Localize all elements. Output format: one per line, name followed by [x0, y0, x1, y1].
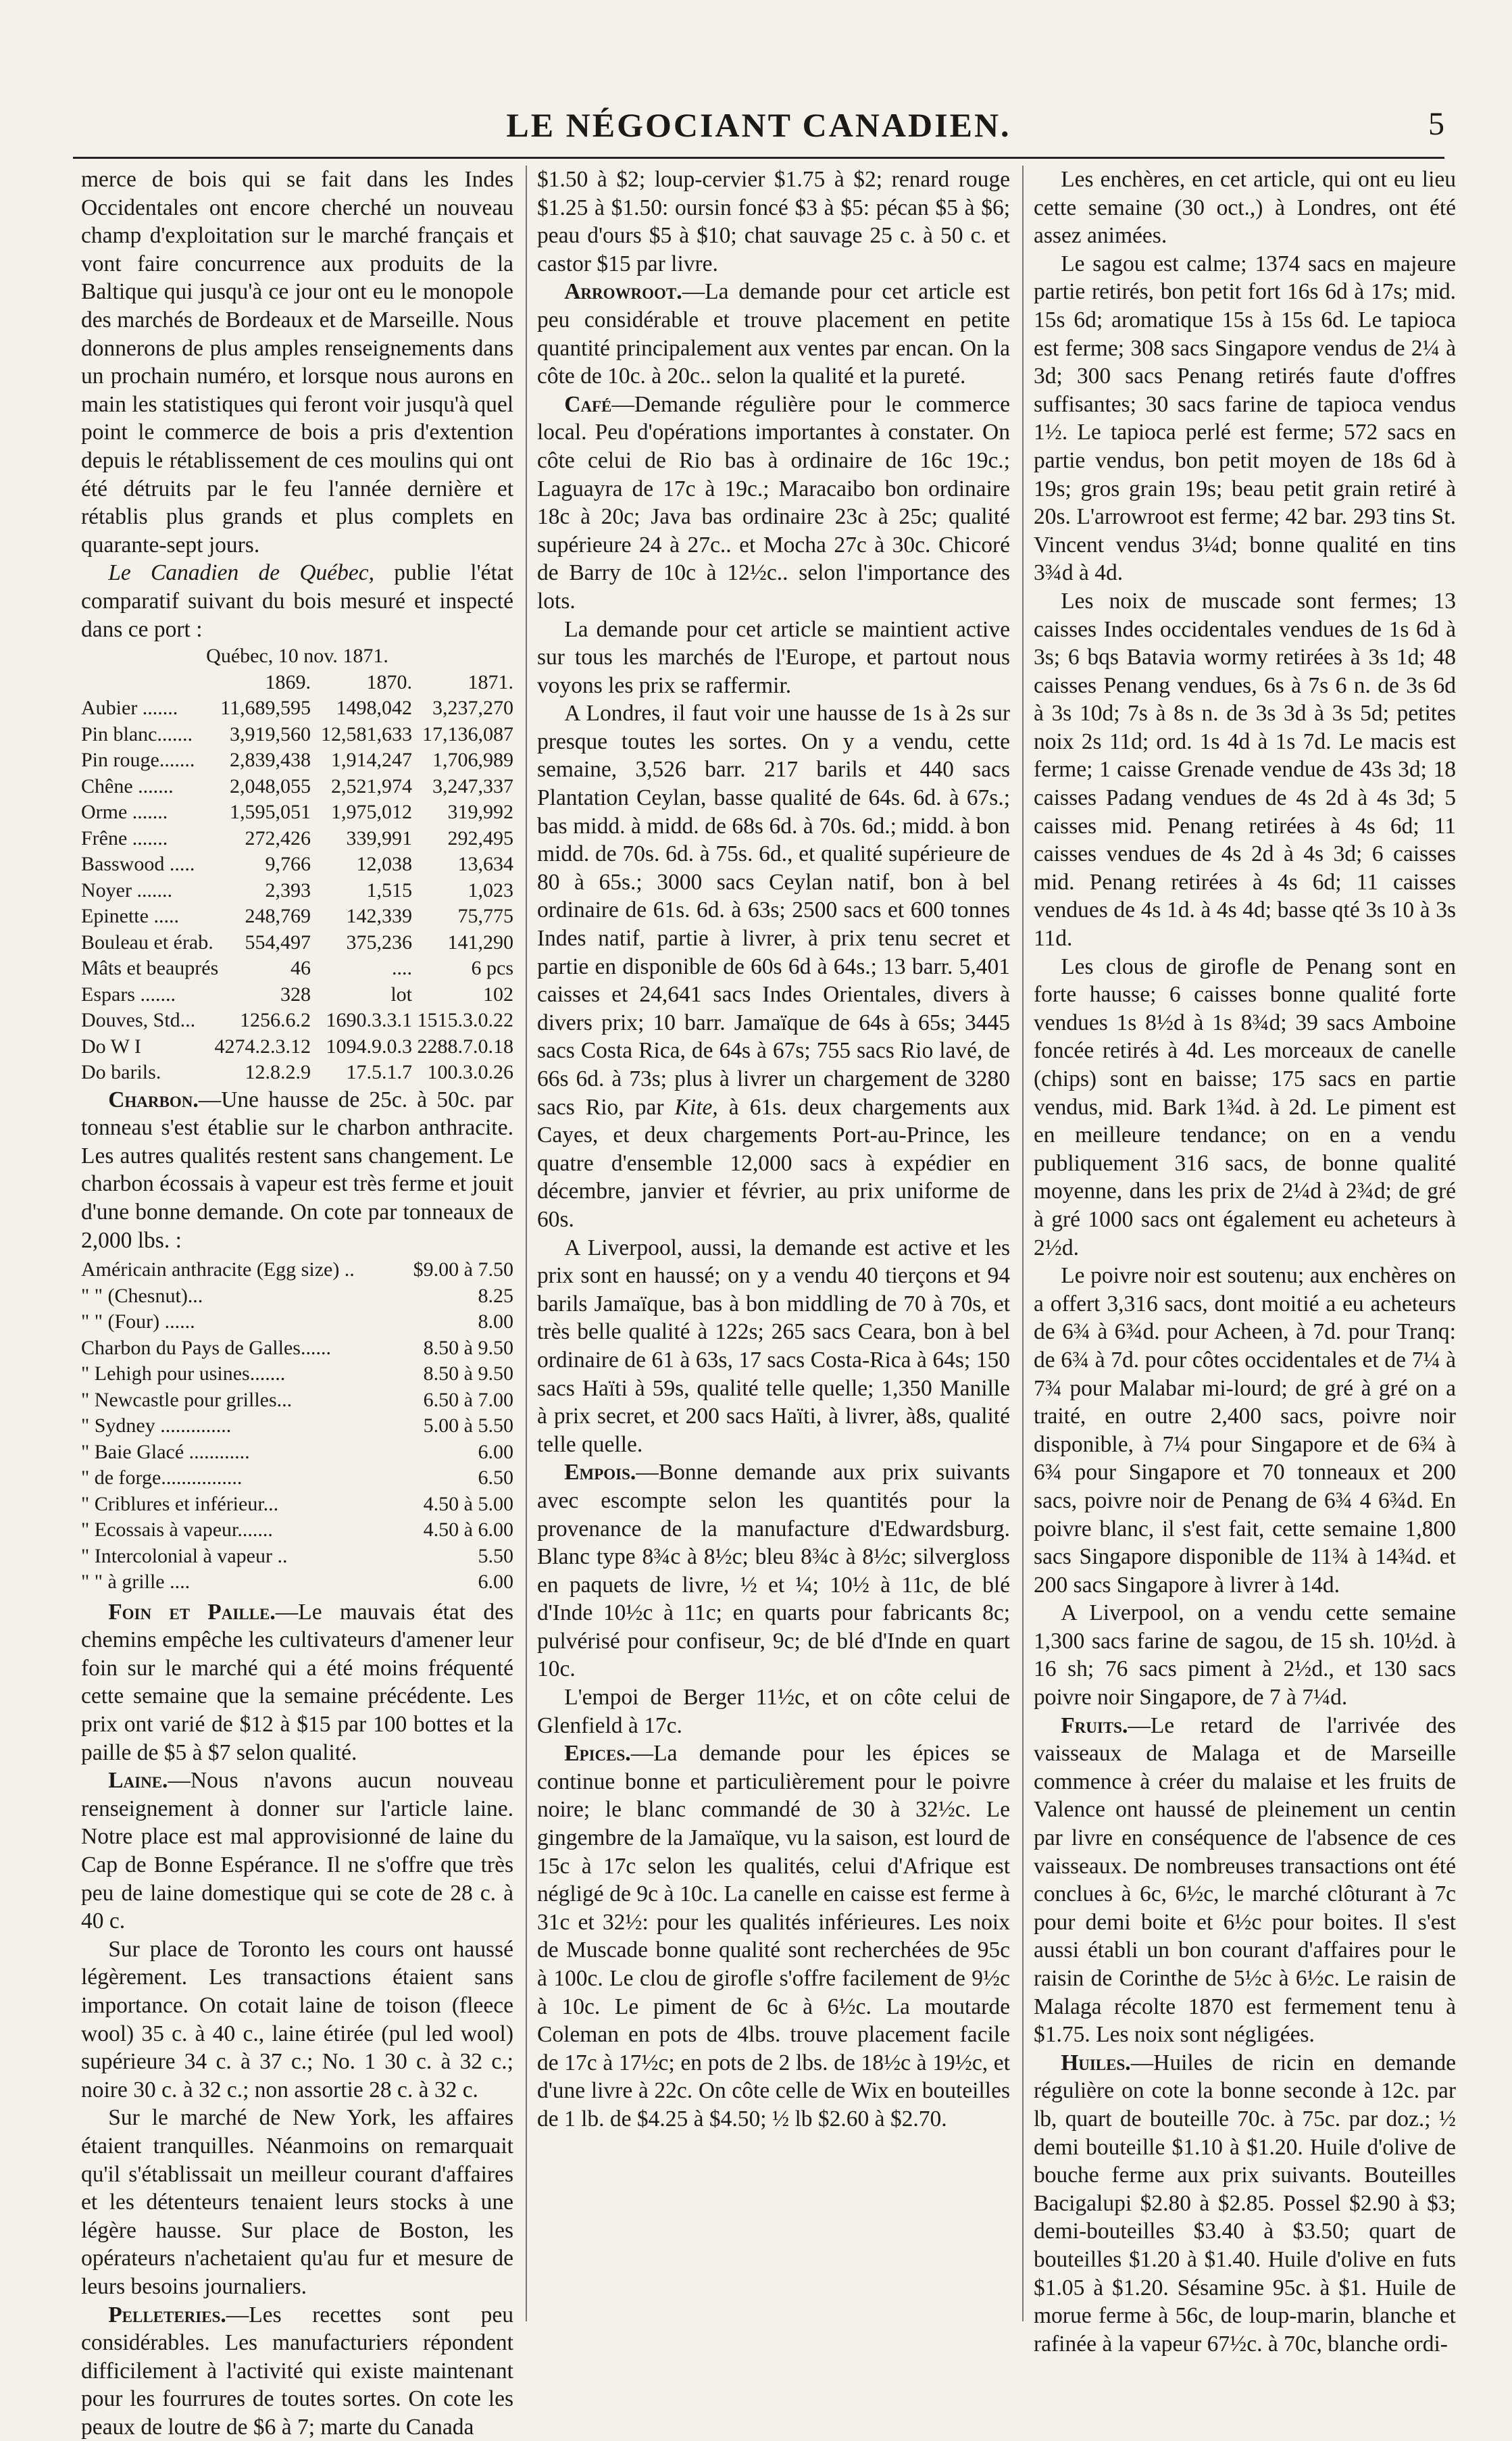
- table-row: [81, 930, 513, 956]
- price-row: [81, 1335, 513, 1362]
- source-name: Le Canadien de Québec,: [108, 560, 374, 585]
- table-row: [81, 1008, 513, 1034]
- section-head: Epices.: [564, 1741, 630, 1766]
- paragraph-text: —Une hausse de 25c. à 50c. par tonneau s'est établie sur le charbon anthracite. Les autres qualités restent sans changement. Le charbon écossais à vapeur est très ferme et jouit d'une bonne demande. On cote par tonneaux de 2,000 lbs. :: [81, 1087, 513, 1253]
- price-label: " Lehigh pour usines.......: [81, 1361, 412, 1387]
- row-label: Frêne .......: [81, 826, 209, 852]
- row-label: Basswood .....: [81, 852, 209, 878]
- cell-1871: 319,992: [412, 799, 513, 826]
- table-row: [81, 774, 513, 800]
- page-title: LE NÉGOCIANT CANADIEN.: [73, 105, 1444, 145]
- price-row: [81, 1283, 513, 1310]
- paragraph-text: A Londres, il faut voir une hausse de 1s à 2s sur presque toutes les sortes. On y a vendu, cette semaine, 3,526 barr. 217 barils et 440 sacs Plantation Ceylan, basse qualité de 64s. 6d. à 67s.; bas midd. à midd. de 68s 6d. à 70s. 6d.; midd. à bon midd. de 70s. 6d. à 75s. 6d., et qualité supérieure de 80 à 65s.; 3000 sacs Ceylan natif, bon à bel ordinaire de 61s. 6d. à 63s; 2500 sacs et 600 tonnes Indes natif, partie à livrer, à prix tenu secret et partie en disponible de 60s 6d à 64s.; 13 barr. 5,401 caisses et 24,641 sacs Indes Orientales, divers à divers prix; 10 barr. Jamaïque de 64s à 65s; 3445 sacs Costa Rica, de 64s à 67s; 755 sacs Rio lavé, de 66s 6d. à 73s; plus à livrer un chargement de 3280 sacs Rio, par: [537, 701, 1010, 1119]
- paragraph-text: —Le mauvais état des chemins empêche les cultivateurs d'amener leur foin sur le marché qui a été moins fréquenté cette semaine que la semaine précédente. Les prix ont varié de $12 à $15 par 100 bottes et la paille de $5 à $7 selon qualité.: [81, 1600, 513, 1765]
- section-head: Empois.: [564, 1460, 636, 1485]
- table-row: [81, 695, 513, 722]
- price-value: 6.50: [412, 1465, 513, 1491]
- price-row: [81, 1569, 513, 1596]
- table-date: Québec, 10 nov. 1871.: [81, 643, 513, 670]
- price-label: " Ecossais à vapeur.......: [81, 1517, 412, 1544]
- price-row: [81, 1517, 513, 1544]
- cell-1869: 248,769: [209, 904, 311, 930]
- price-value: 8.50 à 9.50: [412, 1335, 513, 1362]
- column-divider: [1022, 166, 1024, 2321]
- cell-1869: 9,766: [209, 852, 311, 878]
- price-value: 4.50 à 6.00: [412, 1517, 513, 1544]
- price-label: " Baie Glacé ............: [81, 1439, 412, 1466]
- year-header: 1870.: [311, 670, 412, 696]
- price-row: [81, 1439, 513, 1466]
- price-row: [81, 1465, 513, 1491]
- table-row: [81, 747, 513, 774]
- cell-1869: 4274.2.3.12: [209, 1034, 311, 1060]
- cell-1869: 554,497: [209, 930, 311, 956]
- row-label: Mâts et beauprés: [81, 956, 209, 982]
- cell-1869: 1,595,051: [209, 799, 311, 826]
- row-label: Epinette .....: [81, 904, 209, 930]
- cell-1870: 339,991: [311, 826, 412, 852]
- paragraph: Les enchères, en cet article, qui ont eu lieu cette semaine (30 oct.,) à Londres, ont été assez animées.: [1034, 166, 1456, 250]
- cell-1871: 13,634: [412, 852, 513, 878]
- section-head: Arrowroot.: [564, 279, 682, 304]
- paragraph: [81, 1086, 513, 1255]
- page-number: 5: [1428, 105, 1444, 143]
- cell-1870: 1690.3.3.1: [311, 1008, 412, 1034]
- row-label: Pin rouge.......: [81, 747, 209, 774]
- price-row: [81, 1491, 513, 1518]
- paragraph: [81, 1767, 513, 1935]
- section-head: Charbon.: [108, 1087, 199, 1112]
- row-label: Noyer .......: [81, 878, 209, 904]
- cell-1869: 328: [209, 982, 311, 1008]
- row-label: Espars .......: [81, 982, 209, 1008]
- price-value: 8.25: [412, 1283, 513, 1310]
- price-label: " Sydney ..............: [81, 1413, 412, 1439]
- paragraph-text: —Huiles de ricin en demande régulière on cote la bonne seconde à 12c. par lb, quart de bouteille 70c. à 75c. par doz.; ½ demi bouteille $1.10 à $1.20. Huile d'olive de bouche ferme aux prix suivants. Bouteilles Bacigalupi $2.80 à $2.85. Possel $2.90 à $3; demi-bouteilles $3.40 à $3.50; quart de bouteilles $1.20 à $1.40. Huile d'olive en futs $1.05 à $1.20. Sésamine 95c. à $1. Huile de morue ferme à 56c, de loup-marin, blanche et rafinée à la vapeur 67½c. à 70c, blanche ordi-: [1034, 2050, 1456, 2357]
- table-row: [81, 904, 513, 930]
- cell-1869: 46: [209, 956, 311, 982]
- column-1: [81, 166, 513, 2321]
- cell-1870: 2,521,974: [311, 774, 412, 800]
- table-row: [81, 956, 513, 982]
- paragraph: [537, 699, 1010, 1233]
- cell-1871: 75,775: [412, 904, 513, 930]
- paragraph: Sur le marché de New York, les affaires étaient tranquilles. Néanmoins on remarquait qu'il s'établissait un meilleur courant d'affaires et les détenteurs tenaient leurs stocks à une légère hausse. Sur place de Boston, les opérateurs n'achetaient qu'au fur et mesure de leurs besoins journaliers.: [81, 2104, 513, 2300]
- row-label: Douves, Std...: [81, 1008, 209, 1034]
- paragraph: $1.50 à $2; loup-cervier $1.75 à $2; renard rouge $1.25 à $1.50: oursin foncé $3 à $5: pécan $5 à $6; peau d'ours $5 à $10; chat sauvage 25 c. à 50 c. et castor $15 par livre.: [537, 166, 1010, 278]
- cell-1871: 102: [412, 982, 513, 1008]
- year-header: 1869.: [209, 670, 311, 696]
- paragraph-text: —La demande pour cet article est peu considérable et trouve placement en petite quantité principalement aux ventes par encan. On la côte de 10c. à 20c.. selon la qualité et la pureté.: [537, 279, 1010, 389]
- section-head: Laine.: [108, 1768, 168, 1793]
- cell-1869: 12.8.2.9: [209, 1060, 311, 1086]
- table-row: [81, 826, 513, 852]
- column-2: [537, 166, 1010, 2321]
- row-label: Pin blanc.......: [81, 722, 209, 748]
- table-row: [81, 982, 513, 1008]
- cell-1871: 3,247,337: [412, 774, 513, 800]
- paragraph-text: à 61s. deux chargements aux Cayes, et deux chargements Port-au-Prince, les quatre d'ensemble 12,000 sacs à expédier en décembre, janvier et février, au prix uniforme de 60s.: [537, 1095, 1010, 1232]
- cell-1870: 142,339: [311, 904, 412, 930]
- cell-1870: 375,236: [311, 930, 412, 956]
- coal-price-table: [81, 1257, 513, 1596]
- cell-1869: 2,839,438: [209, 747, 311, 774]
- year-header: 1871.: [412, 670, 513, 696]
- paragraph-text: publie l'état comparatif suivant du bois mesuré et inspecté dans ce port :: [81, 560, 513, 641]
- cell-1871: 17,136,087: [412, 722, 513, 748]
- paragraph: Les clous de girofle de Penang sont en forte hausse; 6 caisses bonne qualité forte vendues 1s 8½d à 1s 8¾d; 39 sacs Amboine foncée retirés à 4d. Les morceaux de canelle (chips) sont en baisse; 175 sacs en partie vendus, mid. Bark 1¾d. à 2d. Le piment est en meilleure tendance; on en a vendu publiquement 316 sacs, de bonne qualité moyenne, dans les prix de 2¼d à 2¾d; de gré à gré 1000 sacs ont également eu acheteurs à 2½d.: [1034, 953, 1456, 1262]
- paragraph: merce de bois qui se fait dans les Indes Occidentales ont encore cherché un nouveau champ d'exploitation sur le marché français et vont faire concurrence aux produits de la Baltique qui jusqu'à ce jour ont eu le monopole des marchés de Bordeaux et de Marseille. Nous donnerons de plus amples renseignements dans un prochain numéro, et lorsque nous aurons en main les statistiques qui feront voir jusqu'à quel point le commerce de bois a pris d'extention depuis le rétablissement de ces moulins qui ont été détruits par le feu l'année dernière et rétablis plus grands et plus complets en quarante-sept jours.: [81, 166, 513, 559]
- cell-1871: 1,023: [412, 878, 513, 904]
- row-label: Chêne .......: [81, 774, 209, 800]
- cell-1870: 12,038: [311, 852, 412, 878]
- price-row: [81, 1413, 513, 1439]
- price-value: 6.00: [412, 1439, 513, 1466]
- paragraph: [1034, 2049, 1456, 2359]
- table-row: [81, 799, 513, 826]
- price-value: 6.00: [412, 1569, 513, 1596]
- ship-name: Kite,: [675, 1095, 718, 1120]
- paragraph: [81, 2301, 513, 2441]
- table-header-blank: [81, 670, 209, 696]
- table-header: [81, 670, 513, 696]
- masthead: [73, 101, 1444, 155]
- paragraph: [81, 1598, 513, 1767]
- paragraph-text: —Bonne demande aux prix suivants avec escompte selon les quantités pour la provenance de la manufacture d'Edwardsburg. Blanc type 8¾c à 8½c; bleu 8¾c à 8½c; silvergloss en paquets de livre, ½ et ¼; 10½ à 11c, de blé d'Inde 10½c à 11c; en quarts pour fabricants 8c; pulvérisé pour confiseur, 9c; de blé d'Inde en quart 10c.: [537, 1460, 1010, 1681]
- paragraph: Le sagou est calme; 1374 sacs en majeure partie retirés, bon petit fort 16s 6d à 17s; mid. 15s 6d; aromatique 15s à 15s 6d. Le tapioca est ferme; 308 sacs Singapore vendus de 2¼ à 3d; 300 sacs Penang retirés faute d'offres suffisantes; 30 sacs farine de tapioca vendus 1½. Le tapioca perlé est ferme; 572 sacs en partie vendus, bon petit moyen de 18s 6d à 19s; gros grain 19s; beau petit grain retiré à 20s. L'arrowroot est ferme; 42 bar. 293 tins St. Vincent vendus 3¼d; bonne qualité en tins 3¾d à 4d.: [1034, 250, 1456, 587]
- price-label: " de forge................: [81, 1465, 412, 1491]
- price-value: 5.50: [412, 1544, 513, 1570]
- price-label: " " (Chesnut)...: [81, 1283, 412, 1310]
- cell-1870: 1094.9.0.3: [311, 1034, 412, 1060]
- cell-1871: 2288.7.0.18: [412, 1034, 513, 1060]
- paragraph: Les noix de muscade sont fermes; 13 caisses Indes occidentales vendues de 1s 6d à 3s; 6 bqs Batavia wormy retirées à 3s 1d; 48 caisses Penang vendues, 6s à 7s 6 n. de 3s 6d à 3s 10d; 7s à 8s n. de 3s 3d à 3s 5d; petites noix 2s 11d; ord. 1s 4d à 1s 7d. Le macis est ferme; 1 caisse Grenade vendue de 43s 3d; 18 caisses Padang vendues de 4s 2d à 4s 3d; 5 caisses mid. Penang retirées à 4s 6d; 11 caisses vendues de 4s 2d à 4s 3d; 6 caisses mid. Penang retirées à 4s 6d; 11 caisses vendues de 4s 1d. à 4s 4d; basse qté 3s 10 à 3s 11d.: [1034, 587, 1456, 953]
- row-label: Aubier .......: [81, 695, 209, 722]
- paragraph: La demande pour cet article se maintient active sur tous les marchés de l'Europe, et partout nous voyons les prix se raffermir.: [537, 616, 1010, 700]
- cell-1869: 1256.6.2: [209, 1008, 311, 1034]
- price-row: [81, 1387, 513, 1414]
- cell-1869: 3,919,560: [209, 722, 311, 748]
- price-row: [81, 1257, 513, 1283]
- price-value: $9.00 à 7.50: [412, 1257, 513, 1283]
- paragraph: [537, 391, 1010, 616]
- cell-1871: 1515.3.0.22: [412, 1008, 513, 1034]
- cell-1870: 17.5.1.7: [311, 1060, 412, 1086]
- price-label: " Intercolonial à vapeur ..: [81, 1544, 412, 1570]
- row-label: Orme .......: [81, 799, 209, 826]
- table-row: [81, 852, 513, 878]
- cell-1871: 141,290: [412, 930, 513, 956]
- cell-1869: 11,689,595: [209, 695, 311, 722]
- cell-1871: 292,495: [412, 826, 513, 852]
- section-head: Huiles.: [1061, 2050, 1130, 2075]
- paragraph-text: —Le retard de l'arrivée des vaisseaux de Malaga et de Marseille commence à créer du malaise et les fruits de Valence ont haussé de pleinement un centin par livre en conséquence de l'absence de ces vaisseaux. De nombreuses transactions ont été conclues à 6c, 6½c, le marché clôturant à 7c pour demi boite et 6½c pour boites. Il s'est aussi établi un bon courant d'affaires pour le raisin de Corinthe de 5½c à 6½c. Le raisin de Malaga récolte 1870 est fermement tenu à $1.75. Les noix sont négligées.: [1034, 1713, 1456, 2048]
- cell-1870: 1,515: [311, 878, 412, 904]
- paragraph: A Liverpool, on a vendu cette semaine 1,300 sacs farine de sagou, de 15 sh. 10½d. à 16 sh; 76 sacs piment à 2½d., et 130 sacs poivre noir Singapore, de 7 à 7¼d.: [1034, 1599, 1456, 1711]
- paragraph: [81, 559, 513, 643]
- section-head: Fruits.: [1061, 1713, 1128, 1738]
- paragraph-text: —Les recettes sont peu considérables. Les manufacturiers répondent difficilement à l'activité qui existe maintenant pour les fourrures de toutes sortes. On cote les peaux de loutre de $6 à 7; marte du Canada: [81, 2302, 513, 2440]
- row-label: Bouleau et érab.: [81, 930, 209, 956]
- price-label: " Newcastle pour grilles...: [81, 1387, 412, 1414]
- price-row: [81, 1309, 513, 1335]
- cell-1870: ....: [311, 956, 412, 982]
- header-rule: [73, 157, 1444, 159]
- price-label: " " (Four) ......: [81, 1309, 412, 1335]
- price-value: 4.50 à 5.00: [412, 1491, 513, 1518]
- cell-1870: 12,581,633: [311, 722, 412, 748]
- paragraph: Le poivre noir est soutenu; aux enchères on a offert 3,316 sacs, dont moitié a eu acheteurs de 6¾ à 6¾d. pour Acheen, à 7d. pour Tranq: de 6¾ à 7d. pour côtes occidentales et de 7¼ à 7¾ pour Malabar mi-lourd; de gré à gré on a traité, en outre 2,400 sacs, poivre noir disponible, à 7¼ pour Singapore et de 6¾ à 6¾ pour Singapore et 70 tonneaux et 200 sacs, poivre noir de Penang de 6¾ 4 6¾d. En poivre blanc, il s'est fait, cette semaine 1,800 sacs Singapore disponible de 11¾ à 14¾d. et 200 sacs Singapore à livrer à 14d.: [1034, 1262, 1456, 1599]
- section-head: Café: [564, 392, 611, 417]
- paragraph: [1034, 1712, 1456, 2049]
- row-label: Do barils.: [81, 1060, 209, 1086]
- section-head: Foin et Paille.: [108, 1600, 276, 1625]
- cell-1870: 1,975,012: [311, 799, 412, 826]
- cell-1871: 3,237,270: [412, 695, 513, 722]
- price-value: 8.00: [412, 1309, 513, 1335]
- cell-1869: 272,426: [209, 826, 311, 852]
- paragraph-text: —La demande pour les épices se continue bonne et particulièrement pour le poivre noire; le blanc commandé de 30 à 32½c. Le gingembre de la Jamaïque, vu la saison, est lourd de 15c à 17c selon les qualités, celui d'Afrique est négligé de 9c à 10c. La canelle en caisse est ferme à 31c et 32½: pour les qualités inférieures. Les noix de Muscade bonne qualité sont recherchées de 95c à 100c. Le clou de girofle s'offre facilement de 9½c à 10c. Le piment de 6c à 6½c. La moutarde Coleman en pots de 4lbs. trouve placement facile de 17c à 17½c; en pots de 2 lbs. de 18½c à 19½c, et d'une livre à 22c. On côte celle de Wix en bouteilles de 1 lb. de $4.25 à $4.50; ½ lb $2.60 à $2.70.: [537, 1741, 1010, 2131]
- paragraph-text: —Nous n'avons aucun nouveau renseignement à donner sur l'article laine. Notre place est mal approvisionné de laine du Cap de Bonne Espérance. Il ne s'offre que très peu de laine domestique qui se cote de 28 c. à 40 c.: [81, 1768, 513, 1933]
- price-value: 5.00 à 5.50: [412, 1413, 513, 1439]
- paragraph: [537, 1740, 1010, 2133]
- price-value: 8.50 à 9.50: [412, 1361, 513, 1387]
- price-value: 6.50 à 7.00: [412, 1387, 513, 1414]
- table-row: [81, 722, 513, 748]
- paragraph: [537, 1458, 1010, 1683]
- price-row: [81, 1361, 513, 1387]
- cell-1870: 1,914,247: [311, 747, 412, 774]
- cell-1869: 2,393: [209, 878, 311, 904]
- cell-1871: 100.3.0.26: [412, 1060, 513, 1086]
- paragraph: L'empoi de Berger 11½c, et on côte celui de Glenfield à 17c.: [537, 1683, 1010, 1740]
- paragraph: Sur place de Toronto les cours ont haussé légèrement. Les transactions étaient sans importance. On cotait laine de toison (fleece wool) 35 c. à 40 c., laine étirée (pul led wool) supérieure 34 c. à 37 c.; No. 1 30 c. à 32 c.; noire 30 c. à 32 c.; non assortie 28 c. à 32 c.: [81, 1935, 513, 2104]
- table-row: [81, 1060, 513, 1086]
- table-row: [81, 1034, 513, 1060]
- cell-1871: 6 pcs: [412, 956, 513, 982]
- price-label: " Criblures et inférieur...: [81, 1491, 412, 1518]
- column-3: [1034, 166, 1456, 2321]
- paragraph-text: —Demande régulière pour le commerce local. Peu d'opérations importantes à constater. On côte celui de Rio bas à ordinaire de 16c 19c.; Laguayra de 17c à 19c.; Maracaibo bon ordinaire 18c à 20c; Java bas ordinaire 23c à 25c; qualité supérieure 24 à 27c.. et Mocha 27c à 30c. Chicoré de Barry de 10c à 12½c.. selon l'importance des lots.: [537, 392, 1010, 614]
- price-label: Charbon du Pays de Galles......: [81, 1335, 412, 1362]
- section-head: Pelleteries.: [108, 2302, 226, 2327]
- cell-1869: 2,048,055: [209, 774, 311, 800]
- cell-1871: 1,706,989: [412, 747, 513, 774]
- cell-1870: 1498,042: [311, 695, 412, 722]
- row-label: Do W I: [81, 1034, 209, 1060]
- cell-1870: lot: [311, 982, 412, 1008]
- column-divider: [526, 166, 527, 2321]
- paragraph: [537, 278, 1010, 390]
- price-row: [81, 1544, 513, 1570]
- wood-table: [81, 695, 513, 1086]
- price-label: Américain anthracite (Egg size) ..: [81, 1257, 412, 1283]
- price-label: " " à grille ....: [81, 1569, 412, 1596]
- table-row: [81, 878, 513, 904]
- paragraph: A Liverpool, aussi, la demande est active et les prix sont en haussé; on y a vendu 40 tierçons et 94 barils Jamaïque, bas à bon middling de 70 à 70s, et très belle qualité à 122s; 265 sacs Ceara, bon à bel ordinaire de 61 à 63s, 17 sacs Costa-Rica à 64s; 150 sacs Haïti à 59s, qualité telle quelle; 1,350 Manille à prix secret, et 200 sacs Haïti, à livrer, à8s, qualité telle quelle.: [537, 1234, 1010, 1459]
